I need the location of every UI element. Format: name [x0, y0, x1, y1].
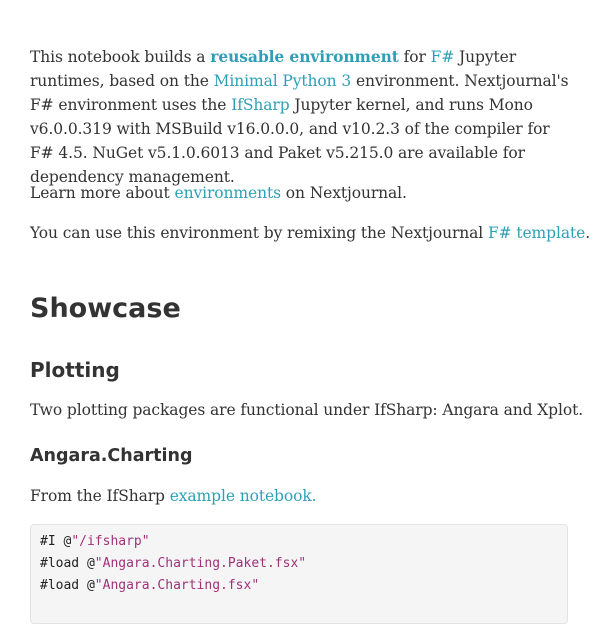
- remix-text-2: .: [585, 224, 591, 242]
- code-string: "Angara.Charting.Paket.fsx": [94, 556, 307, 571]
- intro-text-1: This notebook builds a: [30, 48, 211, 66]
- intro-text-2: for: [398, 48, 431, 66]
- plotting-paragraph: Two plotting packages are functional under IfSharp: Angara and Xplot.: [30, 401, 584, 419]
- code-line: [40, 575, 558, 597]
- example-notebook-paragraph: [30, 484, 316, 508]
- code-directive: #load @: [40, 556, 95, 571]
- code-line: [40, 553, 558, 575]
- learn-more-paragraph: [30, 181, 407, 205]
- intro-text-5: Jupyter kernel, and runs Mono v6.0.0.319 with MSBuild v16.0.0.0, and v10.2.3 of the compiler for F# 4.5. NuGet v5.1.0.6013 and Paket v5.215.0 are available for dependency management.: [30, 96, 550, 186]
- remix-text-1: You can use this environment by remixing the Nextjournal: [30, 224, 488, 242]
- environments-link[interactable]: environments: [174, 184, 281, 202]
- learn-text-1: Learn more about: [30, 184, 175, 202]
- intro-text-3: Jupyter runtimes, based on the: [30, 48, 517, 90]
- remix-paragraph: [30, 221, 590, 245]
- reusable-environment-link[interactable]: reusable environment: [210, 47, 399, 66]
- minimal-python-link[interactable]: Minimal Python 3: [213, 72, 352, 90]
- ifsharp-link[interactable]: IfSharp: [231, 96, 290, 114]
- code-string: "Angara.Charting.fsx": [94, 578, 260, 593]
- code-cell[interactable]: [30, 524, 568, 624]
- intro-paragraph: [30, 45, 575, 189]
- code-directive: #load @: [40, 578, 95, 593]
- showcase-heading: Showcase: [30, 293, 181, 324]
- fsharp-link[interactable]: F#: [430, 48, 455, 66]
- code-line: [40, 531, 558, 553]
- intro-text-4: environment. Nextjournal's F# environment uses the: [30, 72, 569, 114]
- angara-charting-heading: Angara.Charting: [30, 446, 193, 466]
- code-string: "/ifsharp": [71, 534, 150, 549]
- from-text: From the IfSharp: [30, 487, 170, 505]
- plotting-heading: Plotting: [30, 358, 120, 382]
- code-directive: #I @: [40, 534, 72, 549]
- learn-text-2: on Nextjournal.: [280, 184, 407, 202]
- example-notebook-link[interactable]: example notebook.: [169, 487, 317, 505]
- fsharp-template-link[interactable]: F# template: [487, 224, 586, 242]
